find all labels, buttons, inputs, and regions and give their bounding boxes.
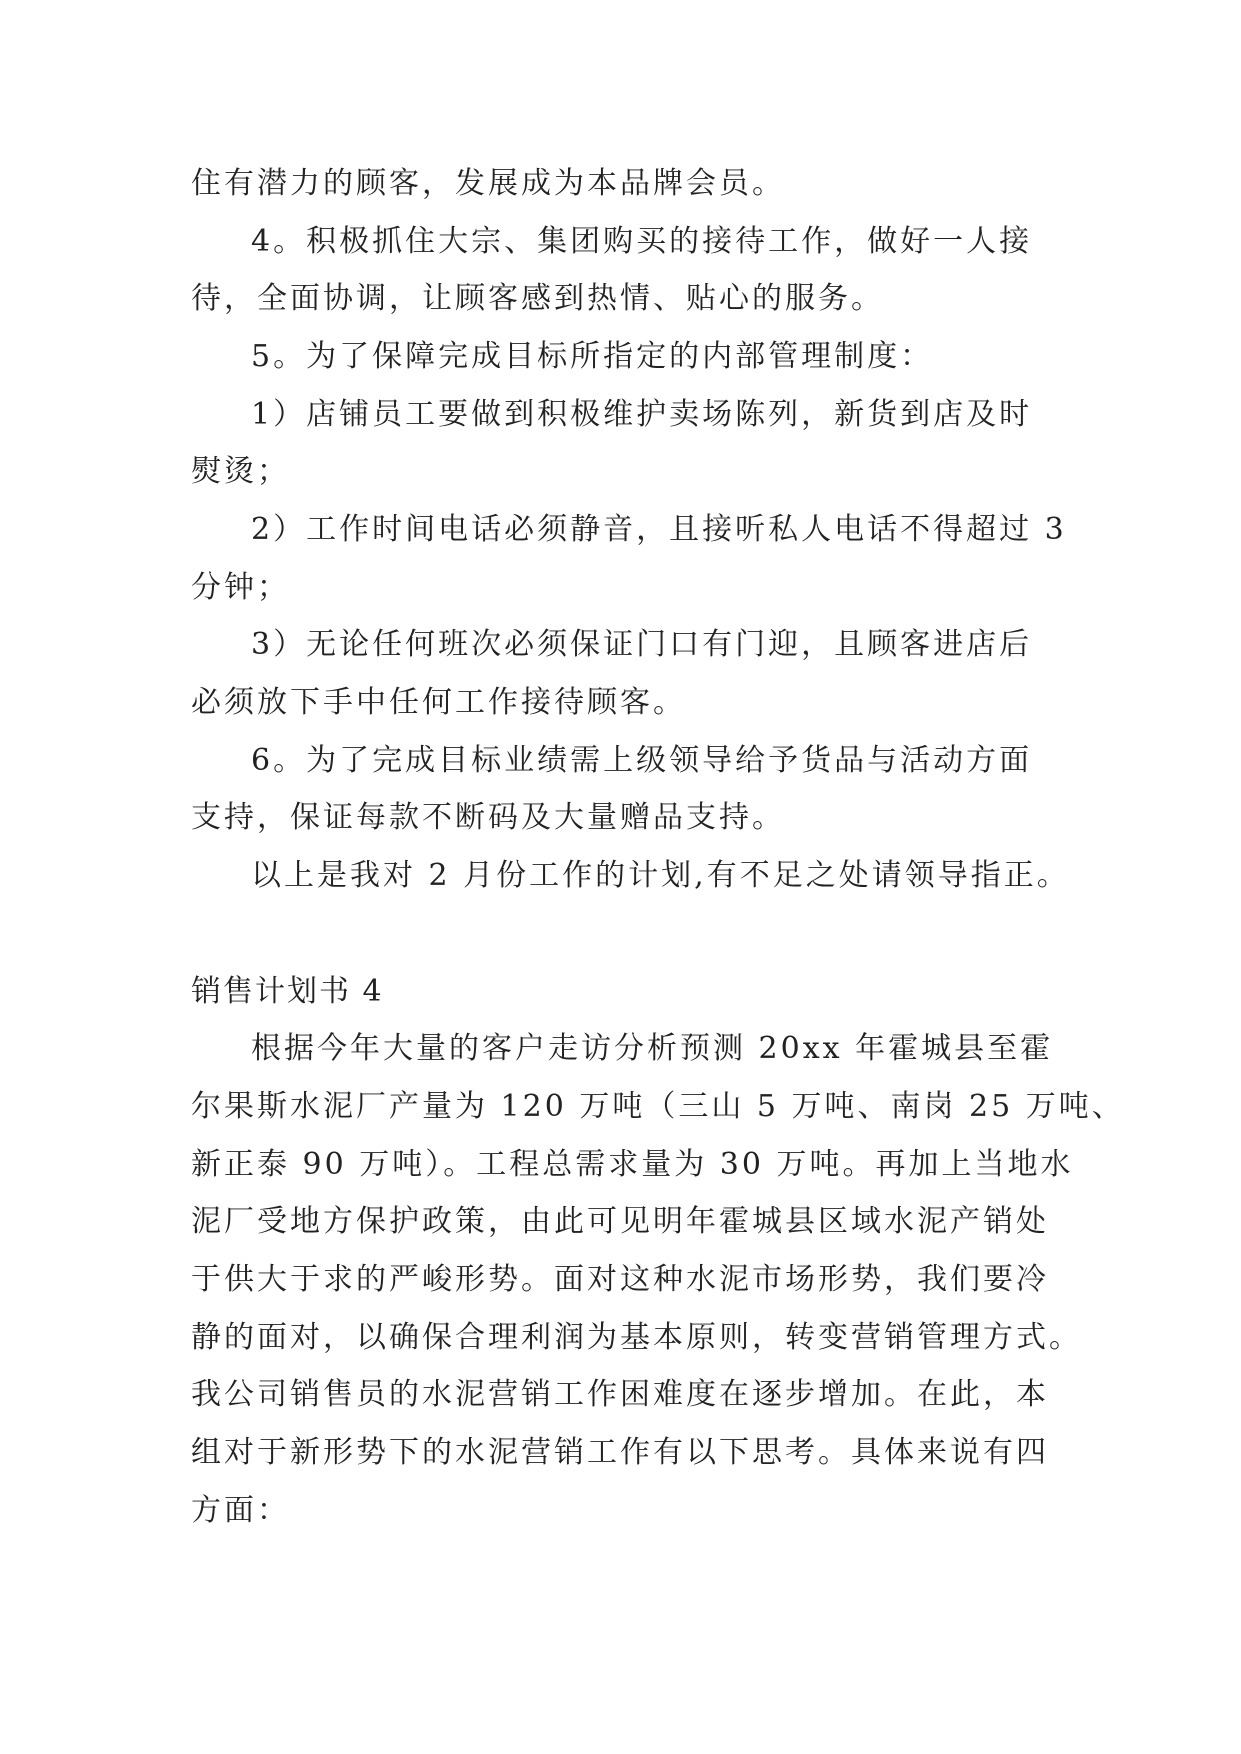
text-line: 1）店铺员工要做到积极维护卖场陈列，新货到店及时: [251, 397, 1033, 432]
text-line: 3）无论任何班次必须保证门口有门迎，且顾客进店后: [251, 627, 1033, 662]
text-line: 4。积极抓住大宗、集团购买的接待工作，做好一人接: [251, 224, 1033, 259]
text-line: 住有潜力的顾客，发展成为本品牌会员。: [191, 166, 785, 201]
text-line: 2）工作时间电话必须静音，且接听私人电话不得超过 3: [251, 512, 1067, 547]
text-line: 于供大于求的严峻形势。面对这种水泥市场形势，我们要冷: [191, 1262, 1049, 1297]
text-line: 分钟；: [191, 570, 290, 605]
text-line: 6。为了完成目标业绩需上级领导给予货品与活动方面: [251, 743, 1033, 778]
text-line: 组对于新形势下的水泥营销工作有以下思考。具体来说有四: [191, 1435, 1049, 1470]
text-line: 新正泰 90 万吨）。工程总需求量为 30 万吨。再加上当地水: [191, 1147, 1074, 1182]
text-line: 尔果斯水泥厂产量为 120 万吨（三山 5 万吨、南岗 25 万吨、: [191, 1089, 1125, 1124]
text-line: 我公司销售员的水泥营销工作困难度在逐步增加。在此，本: [191, 1377, 1049, 1412]
text-line: 待，全面协调，让顾客感到热情、贴心的服务。: [191, 281, 884, 316]
text-line: 泥厂受地方保护政策，由此可见明年霍城县区域水泥产销处: [191, 1204, 1049, 1239]
section-heading: 销售计划书 4: [191, 974, 384, 1009]
text-line: 方面：: [191, 1493, 290, 1528]
text-line: 熨烫；: [191, 454, 290, 489]
text-line: 静的面对，以确保合理利润为基本原则，转变营销管理方式。: [191, 1320, 1082, 1355]
text-line: 以上是我对 2 月份工作的计划,有不足之处请领导指正。: [251, 858, 1070, 893]
text-line: 5。为了保障完成目标所指定的内部管理制度：: [251, 339, 934, 374]
text-line: 根据今年大量的客户走访分析预测 20xx 年霍城县至霍: [251, 1031, 1054, 1066]
text-line: 必须放下手中任何工作接待顾客。: [191, 685, 686, 720]
text-line: 支持，保证每款不断码及大量赠品支持。: [191, 800, 785, 835]
